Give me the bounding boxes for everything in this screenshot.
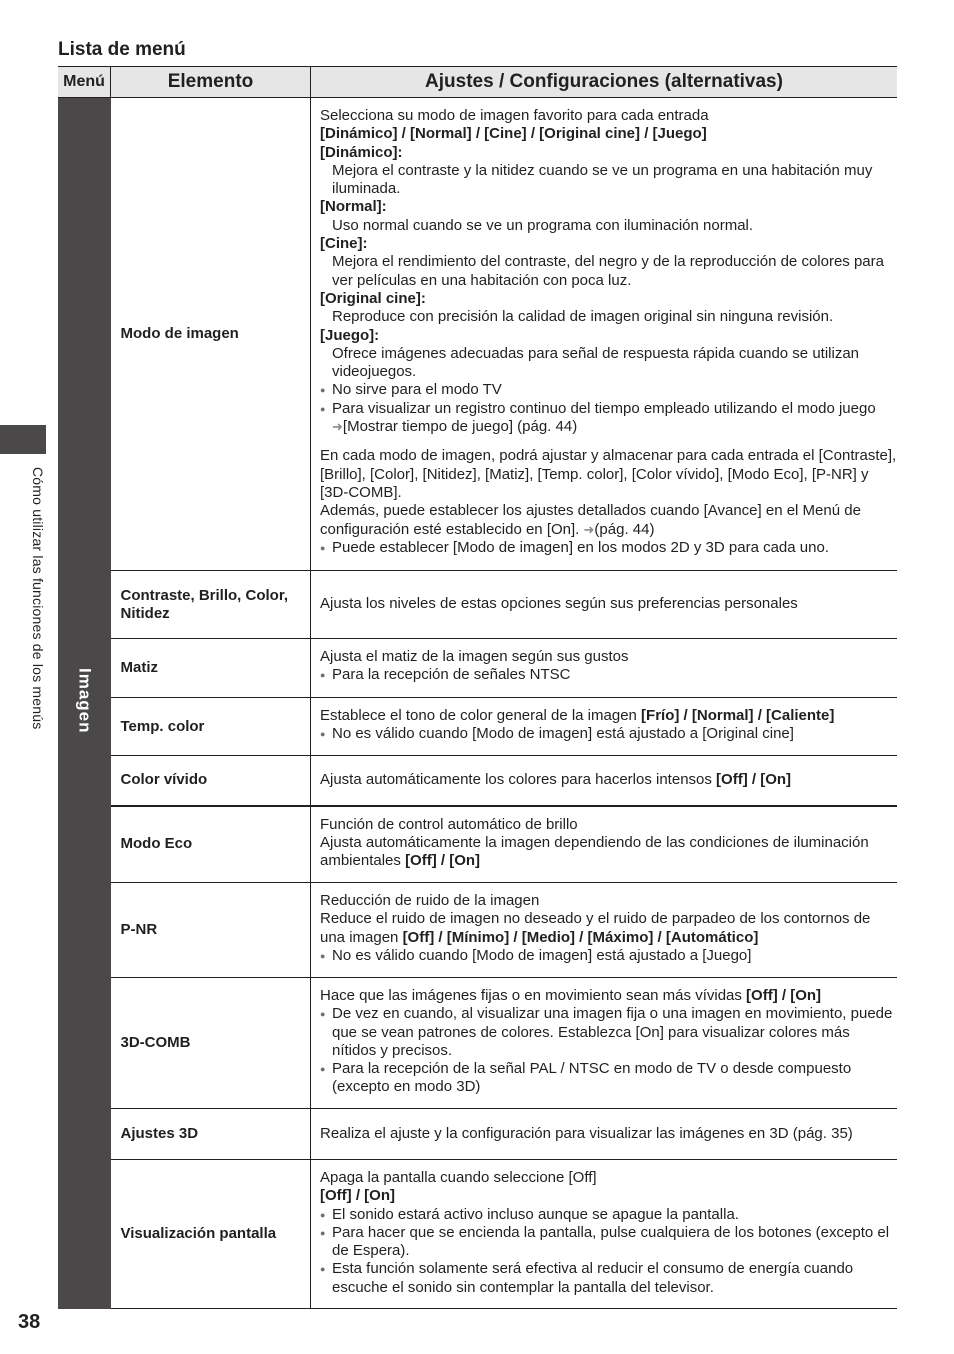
table-row [58,883,897,978]
table-row [58,639,897,698]
option-heading: [Original cine]: [320,289,426,307]
bullet-note: ● Para la recepción de señales NTSC [320,666,897,684]
options-inline: [Off] / [On] [746,987,822,1004]
options-line: [Dinámico] / [Normal] / [Cine] / [Original cine] / [Juego] [320,125,707,143]
page-number: 38 [18,1311,41,1333]
element-cell: Visualización pantalla [111,1160,311,1309]
table-row [58,1160,897,1309]
line-text: Ajusta automáticamente los colores para hacerlos intensos [320,771,717,789]
menu-table [58,66,897,1309]
table-header-row [58,67,897,98]
element-cell: P-NR [111,883,311,978]
text-line: Función de control automático de brillo [320,815,578,833]
description-cell [311,571,898,639]
bullet-note: ● Para la recepción de la señal PAL / NTSC en modo de TV o desde compuesto (excepto en modo 3D) [320,1060,897,1097]
text-paragraph [320,502,897,539]
option-desc: Mejora el contraste y la nitidez cuando se ve un programa en una habitación muy iluminada. [332,161,873,198]
table-row [58,978,897,1109]
options-inline: [Off] / [On] [405,852,481,870]
table-row [58,756,897,806]
option-heading: [Cine]: [320,235,368,253]
text-line: Realiza el ajuste y la configuración para visualizar las imágenes en 3D (pág. 35) [320,1124,853,1142]
description-cell [311,98,898,571]
text-line [320,910,897,947]
header-element: Elemento [111,67,311,98]
option-desc: Uso normal cuando se ve un programa con iluminación normal. [332,216,754,234]
options-inline: [Frío] / [Normal] / [Caliente] [641,707,835,724]
text-line [320,707,897,725]
table-row [58,98,897,571]
arrow-right-icon: ➜ [332,419,343,435]
text-line: Ajusta el matiz de la imagen según sus gustos [320,648,629,665]
text-line: Reducción de ruido de la imagen [320,892,540,909]
description-cell [311,756,898,806]
text-line: Ajusta los niveles de estas opciones según sus preferencias personales [320,595,798,613]
element-cell: Contraste, Brillo, Color, Nitidez [111,571,311,639]
line-text: Ajusta automáticamente la imagen dependiendo de las condiciones de iluminación ambientales [320,833,869,870]
bullet-note: ● No es válido cuando [Modo de imagen] está ajustado a [Original cine] [320,725,897,743]
option-heading: [Normal]: [320,198,387,216]
bullet-note: ● No es válido cuando [Modo de imagen] está ajustado a [Juego] [320,947,897,965]
bullet-note [320,400,897,437]
element-cell: 3D-COMB [111,978,311,1109]
text-line: Selecciona su modo de imagen favorito para cada entrada [320,107,709,124]
element-cell: Color vívido [111,756,311,806]
bullet-text: Para visualizar un registro continuo del tiempo empleado utilizando el modo juego [332,399,876,417]
bullet-note: ● No sirve para el modo TV [320,381,897,399]
options-inline: [Off] / [Mínimo] / [Medio] / [Máximo] / [Automático] [402,928,759,946]
element-cell: Matiz [111,639,311,698]
page-reference: (pág. 44) [594,520,655,538]
text-line [320,771,897,789]
description-cell [311,978,898,1109]
side-tab-marker [0,425,46,454]
text-paragraph: En cada modo de imagen, podrá ajustar y almacenar para cada entrada el [Contraste], [Brillo], [Color], [Nitidez], [Matiz], [Temp. color], [Color vívido], [Modo Eco], [P-NR] y [3D-COMB]. [320,447,897,501]
section-title: Lista de menú [58,39,186,60]
description-cell [311,1109,898,1160]
table-row [58,698,897,756]
line-text: Establece el tono de color general de la imagen [320,707,642,724]
option-desc: Mejora el rendimiento del contraste, del negro y de la reproducción de colores para ver películas en una habitación con poca luz. [332,253,884,289]
header-menu: Menú [58,67,111,98]
line-text: Hace que las imágenes fijas o en movimiento sean más vívidas [320,987,747,1004]
category-label: Imagen [75,667,95,734]
side-section-label: Cómo utilizar las funciones de los menús [30,467,46,730]
text-line [320,834,897,871]
description-cell [311,806,898,883]
bullet-note: ● Puede establecer [Modo de imagen] en los modos 2D y 3D para cada uno. [320,539,897,557]
page-reference: [Mostrar tiempo de juego] (pág. 44) [342,418,578,436]
options-line: [Off] / [On] [320,1187,395,1205]
text-line: Apaga la pantalla cuando seleccione [Off] [320,1169,597,1186]
description-cell [311,639,898,698]
option-desc: Ofrece imágenes adecuadas para señal de respuesta rápida cuando se utilizan videojuegos. [332,344,860,381]
category-cell [58,98,111,1309]
description-cell [311,1160,898,1309]
header-settings: Ajustes / Configuraciones (alternativas) [311,67,898,98]
element-cell: Temp. color [111,698,311,756]
option-desc: Reproduce con precisión la calidad de imagen original sin ninguna revisión. [332,308,834,326]
table-row [58,571,897,639]
paragraph-text: Además, puede establecer los ajustes detallados cuando [Avance] en el Menú de configuración esté establecido en [On]. [320,502,861,538]
options-inline: [Off] / [On] [716,771,792,789]
bullet-note: ● Esta función solamente será efectiva al reducir el consumo de energía cuando escuche el sonido sin contemplar la pantalla del televisor. [320,1260,897,1297]
table-row [58,1109,897,1160]
description-cell [311,883,898,978]
option-heading: [Dinámico]: [320,143,403,161]
arrow-right-icon: ➜ [583,521,595,537]
element-cell: Modo de imagen [111,98,311,571]
bullet-note: ● El sonido estará activo incluso aunque se apague la pantalla. [320,1206,897,1224]
element-cell: Ajustes 3D [111,1109,311,1160]
option-heading: [Juego]: [320,326,380,344]
element-cell: Modo Eco [111,806,311,883]
line-text: Reduce el ruido de imagen no deseado y el ruido de parpadeo de los contornos de una imagen [320,910,871,946]
bullet-note: ● De vez en cuando, al visualizar una imagen fija o una imagen en movimiento, puede que se vean patrones de colores. Establezca [On] para visualizar colores más nítidos y precisos. [320,1005,897,1060]
table-row [58,806,897,883]
text-line [320,987,897,1005]
description-cell [311,698,898,756]
bullet-note: ● Para hacer que se encienda la pantalla, pulse cualquiera de los botones (excepto el de Espera). [320,1224,897,1261]
